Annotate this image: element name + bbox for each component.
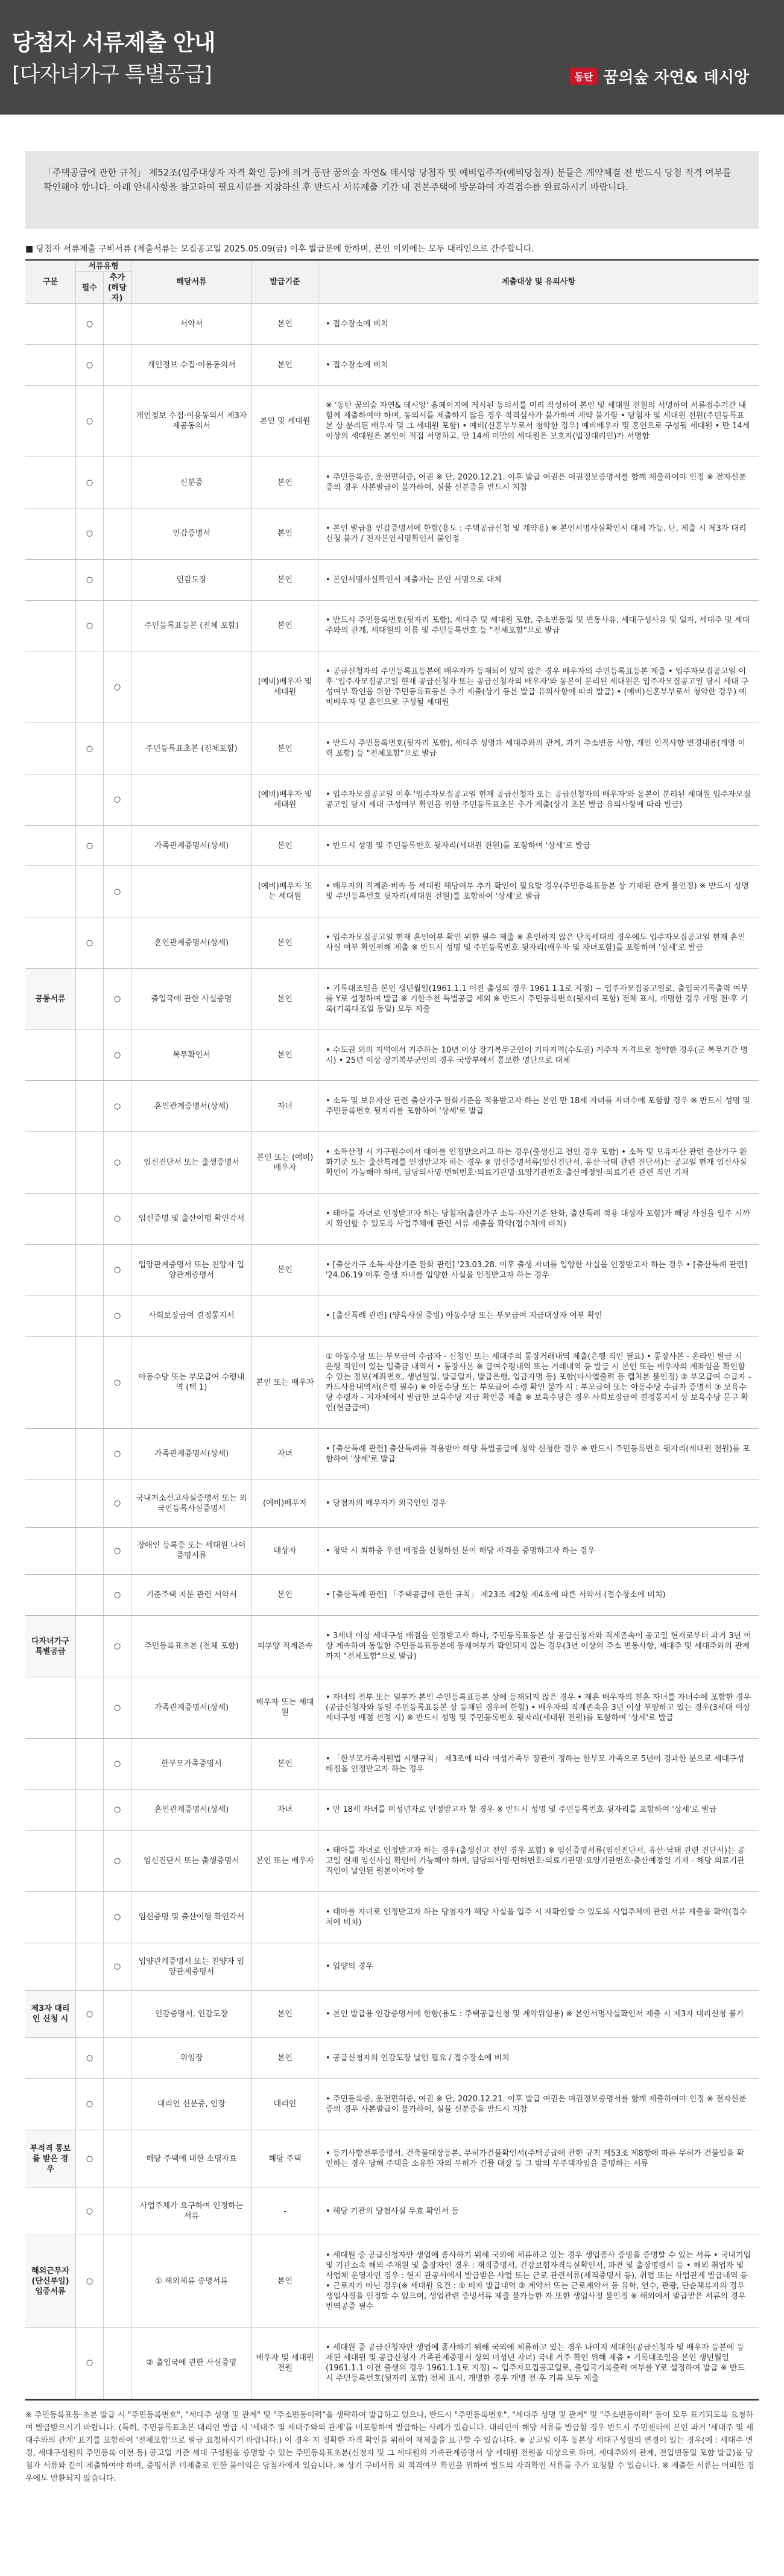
row-mandatory-mark: ○ [76, 2038, 104, 2078]
row-additional-mark: ○ [104, 866, 131, 917]
table-row [25, 723, 759, 774]
row-group-cell [25, 1194, 76, 1244]
row-mandatory-mark: ○ [76, 601, 104, 651]
table-row [25, 457, 759, 508]
row-doc-name: 주민등록표초본 (전체 포함) [131, 1616, 252, 1677]
row-group-cell: 공통서류 [25, 969, 76, 1030]
header-req-split [76, 273, 131, 303]
header-doc: 해당서류 [131, 261, 252, 303]
row-detail: • 해당 기관의 당첨사실 무효 확인서 등 [326, 2206, 459, 2216]
row-additional-mark [104, 2188, 131, 2235]
row-additional-mark [104, 2130, 131, 2188]
table-row [25, 1991, 759, 2039]
apartment-name: 꿈의숲 자연& 데시앙 [603, 69, 749, 87]
brand-logo [570, 65, 749, 87]
row-mandatory-mark: ○ [76, 508, 104, 559]
row-group-cell [25, 386, 76, 457]
row-detail: • 「한부모가족지원법 시행규칙」 제3조에 따라 여성가족부 장관이 정하는 한부모 가족으로 5년이 경과한 분으로 세대구성 배점을 인정받고자 하는 경우 [326, 1754, 745, 1774]
row-additional-mark [104, 2235, 131, 2327]
row-issuer: 대리인 [252, 2079, 318, 2130]
row-additional-mark: ○ [104, 1132, 131, 1193]
table-row [25, 1831, 759, 1892]
row-detail: • 본인 발급용 인감증명서에 한함(용도 : 주택공급신청 및 계약위임용) ※ 본인서명사실확인서 제출 시 제3자 대리신청 불가 [326, 2009, 744, 2019]
table-row [25, 651, 759, 723]
row-doc-name: 임신진단서 또는 출생증명서 [131, 1132, 252, 1193]
row-doc-name: 주민등록표등본 (전체 포함) [131, 601, 252, 651]
row-doc-name: 임신증명 및 출산이행 확인각서 [131, 1892, 252, 1943]
row-doc-name: 혼인관계증명서(상세) [131, 1081, 252, 1131]
row-additional-mark [104, 917, 131, 968]
row-issuer: 자녀 [252, 1790, 318, 1830]
row-mandatory-mark: ○ [76, 2130, 104, 2188]
row-group-cell [25, 651, 76, 723]
row-detail: • [출산특례 관련] (양육사실 증빙) 아동수당 또는 부모급여 지급대상자 여부 확인 [326, 1311, 602, 1321]
row-doc-name: ① 해외체류 증명서류 [131, 2235, 252, 2327]
row-doc-name: 사업주체가 요구하여 인정하는 서류 [131, 2188, 252, 2235]
row-mandatory-mark [76, 1943, 104, 1990]
row-issuer: 자녀 [252, 1081, 318, 1131]
row-additional-mark [104, 1991, 131, 2038]
table-row [25, 1030, 759, 1081]
row-mandatory-mark [76, 1296, 104, 1337]
table-row [25, 1616, 759, 1677]
row-issuer: 본인 [252, 508, 318, 559]
row-detail: • 태아를 자녀로 인정받고자 하는 경우(출생신고 전인 경우 포함) ※ 임신증명서류(임신진단서, 유산·낙태 관련 진단서)는 공고일 현재 임신사실 확인이 가능해야 하며, 담당의사명·면허번호·의료기관명·요양기관번호·출산예정일 기재 - 해당 의료기관 직인이 날인된 원본이어야 함 [326, 1846, 745, 1876]
row-detail: • 본인서명사실확인서 제출자는 본인 서명으로 대체 [326, 575, 502, 584]
row-issuer: 본인 [252, 723, 318, 774]
row-mandatory-mark [76, 1194, 104, 1244]
header-req-type: 서류유형 [76, 261, 131, 272]
row-doc-name: 혼인관계증명서(상세) [131, 1790, 252, 1830]
row-detail: • [출산가구 소득·자산기준 완화 관련] '23.03.28. 이후 출생 자녀를 입양한 사실을 인정받고자 하는 경우 • [출산특례 관련] '24.06.19 이후 출생 자녀를 입양한 사실을 인정받고자 하는 경우 [326, 1260, 747, 1280]
table-row [25, 1429, 759, 1480]
row-additional-mark: ○ [104, 1739, 131, 1790]
table-header [25, 261, 759, 304]
table-row [25, 508, 759, 560]
row-issuer: 본인 [252, 1245, 318, 1296]
row-group-cell: 부적격 통보를 받은 경우 [25, 2130, 76, 2188]
row-issuer: 본인 [252, 560, 318, 600]
row-mandatory-mark [76, 1892, 104, 1943]
row-additional-mark: ○ [104, 969, 131, 1030]
row-issuer: 본인 [252, 457, 318, 508]
row-group-cell [25, 2038, 76, 2078]
header-mandatory: 필수 [76, 273, 104, 303]
row-doc-name: 해당 주택에 대한 소명자료 [131, 2130, 252, 2188]
row-doc-name [131, 651, 252, 723]
row-doc-name: 인감증명서, 인감도장 [131, 1991, 252, 2038]
document-table [25, 259, 759, 2400]
row-doc-name: 가족관계증명서(상세) [131, 1429, 252, 1479]
row-mandatory-mark: ○ [76, 2328, 104, 2399]
row-group-cell [25, 1831, 76, 1891]
row-detail: • 반드시 성명 및 주민등록번호 뒷자리(세대원 전원)를 포함하여 '상세'로 발급 [326, 841, 590, 850]
row-doc-name: 사회보장급여 결정통지서 [131, 1296, 252, 1337]
row-group-cell [25, 1030, 76, 1081]
row-group-cell [25, 1677, 76, 1738]
row-issuer: 본인 [252, 1739, 318, 1790]
header-detail: 제출대상 및 유의사항 [501, 277, 576, 286]
row-group-cell [25, 2188, 76, 2235]
row-mandatory-mark [76, 1081, 104, 1131]
table-row [25, 1296, 759, 1337]
table-row [25, 1677, 759, 1739]
row-group-cell: 다자녀가구 특별공급 [25, 1616, 76, 1677]
row-detail: • 반드시 주민등록번호(뒷자리 포함), 세대주 성명과 세대주와의 관계, 과거 주소변동 사항, 개인 인적사항 변경내용(개명 이력 포함) 등 "전체포함"으로 발급 [326, 739, 745, 758]
row-group-cell [25, 345, 76, 385]
header-group: 구분 [25, 261, 76, 303]
row-additional-mark [104, 2328, 131, 2399]
row-group-cell: 해외근무자 (단신부임) 입증서류 [25, 2235, 76, 2327]
row-doc-name [131, 866, 252, 917]
row-mandatory-mark [76, 1132, 104, 1193]
header-req [76, 261, 131, 303]
row-doc-name: 혼인관계증명서(상세) [131, 917, 252, 968]
row-mandatory-mark: ○ [76, 826, 104, 866]
row-additional-mark [104, 345, 131, 385]
table-row [25, 1528, 759, 1575]
row-group-cell [25, 1528, 76, 1575]
row-mandatory-mark [76, 1480, 104, 1527]
row-group-cell [25, 1575, 76, 1615]
row-doc-name: 가족관계증명서(상세) [131, 826, 252, 866]
row-doc-name: 기준주택 지분 관련 서약서 [131, 1575, 252, 1615]
row-detail: • 배우자의 직계존·비속 등 세대원 해당여부 추가 확인이 필요할 경우(주민등록표등본 상 기재된 관계 불인정) ※ 반드시 성명 및 주민등록번호 뒷자리(세대원 전원)를 포함하여 '상세'로 발급 [326, 882, 749, 902]
row-detail: • 입주자모집공고일 이후 '입주자모집공고일 현재 공급신청자 또는 공급신청자의 배우자'와 동본이 분리된 세대원 입주자모집공고일 당시 세대 구성여부 확인을 위한 주민등록표초본 추가 제출(상기 초본 발급 유의사항에 따라 발급) [326, 790, 751, 809]
row-mandatory-mark: ○ [76, 345, 104, 385]
row-issuer: 본인 [252, 1030, 318, 1081]
table-row [25, 969, 759, 1030]
table-row [25, 1943, 759, 1991]
row-issuer: (예비)배우자 또는 세대원 [252, 866, 318, 917]
row-additional-mark [104, 386, 131, 457]
row-additional-mark [104, 601, 131, 651]
row-mandatory-mark: ○ [76, 304, 104, 344]
row-group-cell [25, 1337, 76, 1428]
row-group-cell [25, 601, 76, 651]
row-mandatory-mark [76, 1575, 104, 1615]
row-group-cell [25, 866, 76, 917]
row-group-cell [25, 304, 76, 344]
table-row [25, 1081, 759, 1132]
table-row [25, 1132, 759, 1194]
row-mandatory-mark: ○ [76, 560, 104, 600]
page-title: 당첨자 서류제출 안내 [12, 30, 215, 55]
row-detail: ① 아동수당 또는 부모급여 수급자 - 신청인 또는 세대주의 통장거래내역 제출(은행 직인 필요) • 통장사본 - 온라인 발급 시 은행 직인이 있는 입출금 내역서 • 통장사본 ※ 급여수령내역 또는 거래내역 등 발급 시 본인 또는 배우자의 계좌임을 확인할 수 있는 정보(계좌번호, 생년월일, 발급일자, 발급은행, 입금자명 등) 포함(타사앱출력 등 캡처본 불인정) ② 부모급여 수급자 - 카드사용내역서(은행 필수) ※ 아동수당 또는 부모급여 수령 확인 불가 시 : 부모급여 또는 아동수당 수급자 증명서 ③ 보육수당 수령자 - 지자체에서 발급한 보육수당 지급 확인증 제출 ※ 보육수당은 경우 사회보장급여 결정통지서 상 보육수당 문구 확인(현금급여) [326, 1352, 751, 1413]
row-mandatory-mark: ○ [76, 386, 104, 457]
table-row [25, 1575, 759, 1616]
row-doc-name: 신분증 [131, 457, 252, 508]
row-issuer: 본인 [252, 2038, 318, 2078]
row-mandatory-mark [76, 651, 104, 723]
row-additional-mark: ○ [104, 1943, 131, 1990]
page-header [0, 0, 784, 115]
row-group-cell [25, 560, 76, 600]
row-group-cell [25, 1790, 76, 1830]
row-mandatory-mark: ○ [76, 457, 104, 508]
row-group-cell [25, 457, 76, 508]
row-additional-mark: ○ [104, 1081, 131, 1131]
table-row [25, 826, 759, 867]
row-additional-mark [104, 826, 131, 866]
row-group-cell [25, 723, 76, 774]
table-row [25, 1337, 759, 1429]
row-additional-mark [104, 560, 131, 600]
row-mandatory-mark: ○ [76, 2188, 104, 2235]
row-additional-mark: ○ [104, 1528, 131, 1575]
row-doc-name: 위임장 [131, 2038, 252, 2078]
row-issuer: 본인 [252, 1575, 318, 1615]
table-row [25, 304, 759, 345]
row-group-cell [25, 508, 76, 559]
table-row [25, 2038, 759, 2079]
row-issuer [252, 1892, 318, 1943]
row-detail: • 자녀의 전부 또는 일부가 본인 주민등록표등본 상에 등재되지 않은 경우 • 재혼 배우자의 친혼 자녀를 자녀수에 포함한 경우(공급신청자와 동일 주민등록표등본 상 등재된 경우에 한함) • 배우자의 직계존속을 3년 이상 부양하고 있는 경우(3세대 이상 세대구성 배점 선정 시) ※ 반드시 성명 및 주민등록번호 뒷자리(세대원 전원)를 포함하여 '상세'로 발급 [326, 1692, 751, 1723]
row-mandatory-mark: ○ [76, 917, 104, 968]
row-issuer: 자녀 [252, 1429, 318, 1479]
row-detail: • 입주자모집공고일 현재 혼인여부 확인 위한 필수 제출 ※ 혼인하지 않은 단독세대의 경우에도 입주자모집공고일 현재 혼인사실 여부 확인위해 제출 ※ 반드시 성명 및 주민등록번호 뒷자리(배우자 및 자녀포함)를 포함하여 '상세'로 발급 [326, 933, 745, 953]
row-detail: • 세대원 중 공급신청자만 생업에 종사하기 위해 국외에 체류하고 있는 경우 생업종사 증빙을 증명할 수 있는 서류 • 국내기업 및 기관소속 해외 주재원 및 출장자인 경우 : 재직증명서, 건강보험자격득실확인서, 파견 및 출장명령서 등 • 해외 취업자 및 사업체 운영자인 경우 : 현지 관공서에서 발급받은 사업 또는 근로 관련서류(재직증명서 등), 취업 또는 사업관계 발급내역 등 • 근로자가 아닌 경우(※ 세대원 요건 : ① 비자 발급내역 ② 계약서 또는 근로계약서 등 유학, 연수, 관광, 단순체류자의 경우 생업사정을 인정할 수 없으며, 생업관련 증빙서류 제출 불가능한 자 또한 생업사정 불인정 ※ 해외에서 발급받은 서류의 경우 번역공증 필수 [326, 2251, 751, 2312]
row-mandatory-mark [76, 1337, 104, 1428]
row-mandatory-mark [76, 1616, 104, 1677]
row-mandatory-mark [76, 1030, 104, 1081]
row-detail: • 공급신청자의 주민등록표등본에 배우자가 등재되어 있지 않은 경우 배우자의 주민등록표등본 제출 • 입주자모집공고일 이후 '입주자모집공고일 현재 공급신청자 또는 공급신청자의 배우자'와 동본이 분리된 세대원은 입주자모집공고일 당시 세대 구성여부 확인을 위한 주민등록표등본 추가 제출(상기 등본 발급 유의사항에 따라 발급) • (예비)신혼부부로서 청약한 경우) 예비배우자 및 혼인으로 구성될 세대원 [326, 667, 749, 707]
row-additional-mark [104, 723, 131, 774]
row-additional-mark: ○ [104, 1429, 131, 1479]
table-row [25, 1739, 759, 1790]
row-detail: • 태아를 자녀로 인정받고자 하는 당첨자가 해당 사실을 입주 시 재확인할 수 있도록 사업주체에 관련 서류 제출을 확약(접수처에 비치) [326, 1907, 747, 1927]
row-issuer: 대상자 [252, 1528, 318, 1575]
row-group-cell [25, 1892, 76, 1943]
table-row [25, 2328, 759, 2399]
table-row [25, 2235, 759, 2328]
row-additional-mark: ○ [104, 774, 131, 825]
page-subtitle: [다자녀가구 특별공급] [12, 63, 212, 87]
row-detail: • 세대원 중 공급신청자만 생업에 종사하기 위해 국외에 체류하고 있는 경우 나머지 세대원(공급신청자 및 배우자 등본에 등재된 세대원 및 공급신청자 가족관계증명서 상의 미성년 자녀) 국내 거주 확인 위해 제출 • 기록대조일을 본인 생년월일(1961.1.1 이전 출생의 경우 1961.1.1로 지정) ~ 입주자모집공고일로, 출입국기록출력 여부를 Y로 설정하여 발급 ※ 반드시 주민등록번호(뒷자리 포함) 전체 표시, 개명한 경우 개명 전·후 기록 모두 제출 [326, 2343, 745, 2383]
row-group-cell [25, 1245, 76, 1296]
row-group-cell: 제3자 대리인 신청 시 [25, 1991, 76, 2038]
table-row [25, 1480, 759, 1528]
row-issuer: (예비)배우자 및 세대원 [252, 651, 318, 723]
row-group-cell [25, 2328, 76, 2399]
row-issuer: 본인 [252, 1991, 318, 2038]
row-doc-name: 한부모가족증명서 [131, 1739, 252, 1790]
row-issuer: 본인 또는 (예비)배우자 [252, 1132, 318, 1193]
row-group-cell [25, 2079, 76, 2130]
table-row [25, 2079, 759, 2130]
row-mandatory-mark [76, 1429, 104, 1479]
row-group-cell [25, 774, 76, 825]
row-detail: • 접수장소에 비치 [326, 319, 388, 329]
row-doc-name: 복무확인서 [131, 1030, 252, 1081]
row-detail: • [출산특례 관련] 「주택공급에 관한 규칙」 제23조 제2항 제4호에 따른 서약서 (접수창소에 비치) [326, 1590, 666, 1600]
row-additional-mark: ○ [104, 1616, 131, 1677]
table-row [25, 1892, 759, 1943]
row-issuer: 본인 [252, 826, 318, 866]
row-mandatory-mark [76, 1528, 104, 1575]
row-doc-name: 인감증명서 [131, 508, 252, 559]
row-group-cell [25, 917, 76, 968]
table-row [25, 1194, 759, 1245]
row-mandatory-mark [76, 1245, 104, 1296]
row-detail: • 반드시 주민등록번호(뒷자리 포함), 세대주 및 세대원 포함, 주소변동일 및 변동사유, 세대구성사유 및 일자, 세대주 및 세대주와의 관계, 세대원의 이름 및 주민등록번호 등 "전체포함"으로 발급 [326, 616, 750, 636]
row-additional-mark: ○ [104, 1831, 131, 1891]
row-mandatory-mark [76, 866, 104, 917]
notice-box: 「주택공급에 관한 규칙」 제52조(입주대상자 자격 확인 등)에 의거 동탄 꿈의숲 자연& 데시앙 당첨자 및 예비입주자(예비당첨자) 분들은 계약체결 전 반드시 당첨 적격 여부를 확인해야 합니다. 아래 안내사항을 참고하여 필요서류를 지참하신 후 반드시 서류제출 기간 내 견본주택에 방문하여 자격검수를 완료하시기 바랍니다. [25, 151, 759, 229]
row-group-cell [25, 1739, 76, 1790]
row-group-cell [25, 1081, 76, 1131]
row-mandatory-mark [76, 969, 104, 1030]
row-doc-name: 가족관계증명서(상세) [131, 1677, 252, 1738]
row-issuer: 본인 및 세대원 [252, 386, 318, 457]
row-doc-name: 개인정보 수집·이용동의서 [131, 345, 252, 385]
row-detail: • 만 18세 자녀를 미성년자로 인정받고자 할 경우 ※ 반드시 성명 및 주민등록번호 뒷자리를 포함하여 '상세'로 발급 [326, 1805, 717, 1815]
row-issuer: 본인 [252, 917, 318, 968]
row-additional-mark: ○ [104, 1790, 131, 1830]
row-issuer [252, 1296, 318, 1337]
row-detail: • 기록대조일을 본인 생년월일(1961.1.1 이전 출생의 경우 1961.1.1로 지정) ~ 입주자모집공고일로, 출입국기록출력 여부를 Y로 설정하여 발급 ※ 기한추천 특별공급 제외 ※ 반드시 주민등록번호(뒷자리 포함) 전체 표시, 개명한 경우 개명 전·후 기록(기록대조일 동일) 모두 제출 [326, 984, 748, 1014]
row-additional-mark: ○ [104, 1194, 131, 1244]
row-detail: • 3세대 이상 세대구성 배점을 인정받고자 하나, 주민등록표등본 상 공급신청자와 직계존속이 공고일 현재로부터 과거 3년 이상 계속하여 동일한 주민등록표등본에 등재여부가 확인되지 않는 경우(3년 이상의 주소 변동사항, 세대주 및 세대주와의 관계까지 "전체포함"으로 발급) [326, 1631, 751, 1662]
table-row [25, 917, 759, 969]
row-issuer: 본인 [252, 2235, 318, 2327]
row-issuer: 본인 또는 배우자 [252, 1337, 318, 1428]
table-row [25, 345, 759, 386]
table-row [25, 560, 759, 601]
row-detail: • 수도권 외의 지역에서 거주하는 10년 이상 장기복무군인이 기타지역(수도권) 거주자 자격으로 청약한 경우(군 복무기간 명시) • 25년 이상 장기복무군인의 경우 국방부에서 통보한 명단으로 대체 [326, 1045, 748, 1065]
row-doc-name [131, 774, 252, 825]
table-row [25, 601, 759, 652]
row-detail: • 주민등록증, 운전면허증, 여권 ※ 단, 2020.12.21. 이후 발급 여권은 여권정보증명서를 함께 제출하여야 인정 ※ 전자신분증의 경우 사본발급이 불가하여, 실물 신분증을 반드시 지참 [326, 2094, 747, 2114]
row-doc-name: 입양관계증명서 또는 친양자 입양관계증명서 [131, 1245, 252, 1296]
row-mandatory-mark: ○ [76, 723, 104, 774]
row-detail: • 등기사항전부증명서, 건축물대장등본, 무허가건물확인서(주택공급에 관한 규칙 제53조 제8항에 따른 무허가 건물임을 확인하는 경우 당해 주택을 소유한 자의 무허가 건물 대장 등 그 밖의 무주택자임을 증명하는 서류 [326, 2149, 745, 2169]
row-group-cell [25, 1429, 76, 1479]
row-detail: • 접수장소에 비치 [326, 360, 388, 370]
row-mandatory-mark [76, 1677, 104, 1738]
row-issuer: 해당 주택 [252, 2130, 318, 2188]
table-row [25, 774, 759, 826]
table-caption: ■ 당첨자 서류제출 구비서류 (제출서류는 모집공고일 2025.05.09(금) 이후 발급분에 한하며, 본인 이외에는 모두 대리인으로 간주합니다. [25, 244, 534, 254]
header-issuer: 발급기준 [252, 261, 318, 303]
row-doc-name: 대리인 신분증, 인장 [131, 2079, 252, 2130]
row-doc-name: 국내거소신고사실증명서 또는 외국인등록사실증명서 [131, 1480, 252, 1527]
row-additional-mark: ○ [104, 1030, 131, 1081]
row-additional-mark: ○ [104, 1245, 131, 1296]
footer-notes: ※ 주민등록표등·초본 발급 시 "주민등록번호", "세대주 성명 및 관계" 및 "주소변동이력"을 생략하여 발급하고 있으나, 반드시 "주민등록번호", "세대주 성명 및 관계" 및 "주소변동이력" 등이 모두 표기되도록 요청하여 발급받으시기 바랍니다. (특히, 주민등록표초본 대리인 발급 시 '세대주 및 세대주와의 관계'를 미포함하여 발급하는 사례가 있습니다. 대리인이 해당 서류를 발급할 경우 반드시 주민센터에 본인 과거 '세대주 및 세대주와의 관계' 표기를 포함하여 '전체포함'으로 발급 요청하시기 바랍니다.) 이 경우 지 정확한 자격 확인을 위하여 재제출을 요구할 수 있습니다. ※ 공고일 이후 동본상 세대구성원의 변경이 있는 경우(예 : 세대주 변경, 세대구성원의 주민등록 이전 등) 공고일 기준 세대 구성원을 증명할 수 있는 주민등록표초본(신청자 및 그 세대원의 가족관계증명서 상 세대원 전원을 대상으로 하며, 세대주와의 관계, 전입변동일 포함 발급)을 당첨자 서류와 같이 제출하여야 하며, 증명서류 미제출로 인한 불이익은 당첨자에게 있습니다. ※ 상기 구비서류 외 적격여부 확인을 위하여 별도의 자격확인 서류를 추가 요청할 수 있습니다. ※ 제출한 서류는 어떠한 경우에도 반환되지 않습니다. [25, 2411, 754, 2483]
row-additional-mark [104, 2079, 131, 2130]
row-additional-mark: ○ [104, 651, 131, 723]
row-mandatory-mark: ○ [76, 2079, 104, 2130]
row-issuer: 배우자 및 세대원 전원 [252, 2328, 318, 2399]
row-issuer: 본인 [252, 304, 318, 344]
row-detail: • 주민등록증, 운전면허증, 여권 ※ 단, 2020.12.21. 이후 발급 여권은 여권정보증명서를 함께 제출하여야 인정 ※ 전자신분증의 경우 사본발급이 불가하여, 실물 신분증을 반드시 지참 [326, 473, 747, 493]
row-doc-name: 개인정보 수집·이용동의서 제3자 제공동의서 [131, 386, 252, 457]
row-mandatory-mark: ○ [76, 2235, 104, 2327]
row-group-cell [25, 1296, 76, 1337]
row-issuer: 본인 [252, 345, 318, 385]
row-mandatory-mark [76, 774, 104, 825]
row-additional-mark: ○ [104, 1677, 131, 1738]
row-issuer [252, 1943, 318, 1990]
row-mandatory-mark [76, 1831, 104, 1891]
row-detail: • 공급신청자의 인감도장 날인 필요 / 접수장소에 비치 [326, 2054, 510, 2063]
table-row [25, 1245, 759, 1296]
row-detail: • 당첨자의 배우자가 외국인인 경우 [326, 1499, 447, 1508]
row-doc-name: 장애인 등록증 또는 세대원 나이 증명서류 [131, 1528, 252, 1575]
row-doc-name: 서약서 [131, 304, 252, 344]
row-group-cell [25, 826, 76, 866]
row-issuer: 배우자 또는 세대원 [252, 1677, 318, 1738]
row-detail: • 소득 및 보유자산 관련 출산가구 완화기준을 적용받고자 하는 본인 만 18세 자녀를 자녀수에 포함할 경우 ※ 반드시 성명 및 주민등록번호 뒷자리를 포함하여 '상세'로 발급 [326, 1097, 750, 1116]
row-doc-name: 인감도장 [131, 560, 252, 600]
row-issuer [252, 1194, 318, 1244]
row-issuer: (예비)배우자 및 세대원 [252, 774, 318, 825]
row-detail: • 소득산정 시 가구원수에서 태아를 인정받으려고 하는 경우(출생신고 전인 경우 포함) • 소득 및 보유자산 관련 출산가구 완화기준 또는 출산특례를 인정받고자 하는 경우 ※ 임신증명서류(임신진단서, 유산·낙태 관련 진단서)는 공고일 현재 임신사실 확인이 가능해야 하며, 담당의사명·면허번호·의료기관명·요양기관번호·출산예정일·의료기관 관련 직인 기재 [326, 1148, 747, 1178]
table-row [25, 2188, 759, 2236]
table-row [25, 866, 759, 917]
row-mandatory-mark [76, 1739, 104, 1790]
row-additional-mark [104, 457, 131, 508]
row-issuer: - [252, 2188, 318, 2235]
row-additional-mark [104, 2038, 131, 2078]
row-additional-mark [104, 508, 131, 559]
row-group-cell [25, 1132, 76, 1193]
row-issuer: 피부양 직계존속 [252, 1616, 318, 1677]
table-row [25, 2130, 759, 2188]
row-detail: • 입양의 경우 [326, 1962, 373, 1972]
row-additional-mark: ○ [104, 1337, 131, 1428]
row-detail: • 청약 시 최하층 우선 배정을 신청하신 분이 해당 자격을 증명하고자 하는 경우 [326, 1546, 595, 1555]
brand-badge: 동탄 [570, 68, 597, 85]
row-issuer: (예비)배우자 [252, 1480, 318, 1527]
row-issuer: 본인 또는 배우자 [252, 1831, 318, 1891]
row-additional-mark: ○ [104, 1480, 131, 1527]
row-detail: ※ '동탄 꿈의숲 자연& 데시앙' 홈페이지에 게시된 동의서를 미리 작성하여 본인 및 세대원 전원의 서명하여 서류접수기간 내 함께 제출하여야 하며, 동의서를 제출하지 않을 경우 적격심사가 불가하여 계약 불가함 • 당첨자 및 세대원 전원(주민등록표본 상 분리된 배우자 및 그 세대원 포함) • 예비(신혼부부로서 청약한 경우) 예비배우자 및 혼인으로 구성될 세대원 • 만 14세 이상의 세대원은 본인이 직접 서명하고, 만 14세 미만의 세대원은 보호자(법정대리인)가 서명함 [326, 401, 750, 441]
header-additional: 추가 (해당자) [107, 273, 127, 303]
row-doc-name: 입양관계증명서 또는 친양자 입양관계증명서 [131, 1943, 252, 1990]
row-mandatory-mark: ○ [76, 1991, 104, 2038]
row-issuer: 본인 [252, 601, 318, 651]
row-doc-name: 임신증명 및 출산이행 확인각서 [131, 1194, 252, 1244]
row-doc-name: 출입국에 관한 사실증명 [131, 969, 252, 1030]
row-additional-mark: ○ [104, 1296, 131, 1337]
row-doc-name: 임신진단서 또는 출생증명서 [131, 1831, 252, 1891]
row-doc-name: 아동수당 또는 부모급여 수령내역 (택 1) [131, 1337, 252, 1428]
row-group-cell [25, 1943, 76, 1990]
row-mandatory-mark [76, 1790, 104, 1830]
row-detail: • [출산특례 관련] 출산특례를 적용받아 해당 특별공급에 청약 신청한 경우 ※ 반드시 주민등록번호 뒷자리(세대원 전원)를 포함하여 '상세'로 발급 [326, 1444, 750, 1464]
table-row [25, 1790, 759, 1831]
row-doc-name: ② 출입국에 관한 사실증명 [131, 2328, 252, 2399]
row-doc-name: 주민등록표초본 (전체포함) [131, 723, 252, 774]
row-additional-mark [104, 304, 131, 344]
row-group-cell [25, 1480, 76, 1527]
row-issuer: 본인 [252, 969, 318, 1030]
row-detail: • 본인 발급용 인감증명서에 한함(용도 : 주택공급신청 및 계약용) ※ 본인서명사실확인서 대체 가능. 단, 제출 시 제3자 대리신청 불가 / 전자본인서명확인서 불인정 [326, 524, 747, 543]
row-additional-mark: ○ [104, 1892, 131, 1943]
row-detail: • 태아를 자녀로 인정받고자 하는 당첨자(출산가구 소득·자산기준 완화, 출산특례 적용 대상자 포함)가 해당 사실을 입주 시까지 확인할 수 있도록 사업주체에 관련 서류 제출을 확약(접수처에 비치) [326, 1209, 750, 1229]
row-additional-mark: ○ [104, 1575, 131, 1615]
table-row [25, 386, 759, 458]
